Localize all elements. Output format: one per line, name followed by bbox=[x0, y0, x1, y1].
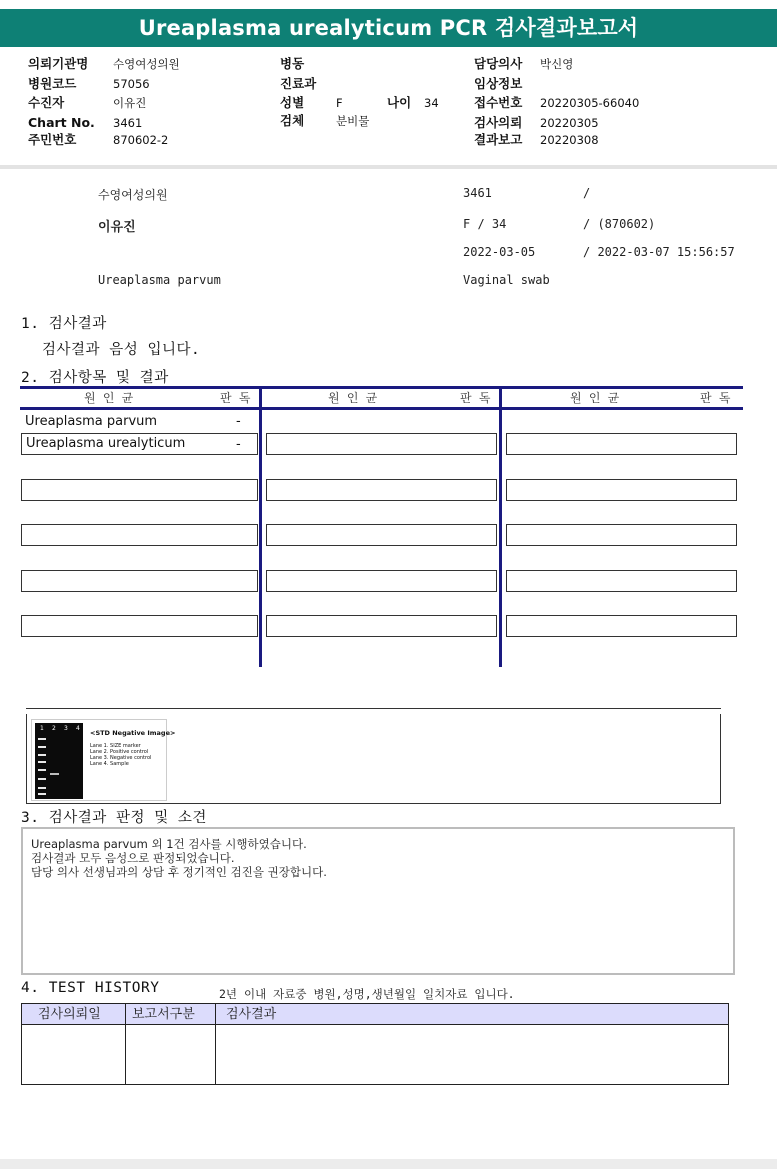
header-value: F bbox=[336, 96, 343, 110]
header-value: 분비물 bbox=[336, 114, 370, 128]
patient-sex-age: F / 34 bbox=[463, 217, 507, 231]
header-value: 이유진 bbox=[113, 96, 147, 110]
patient-slash: / bbox=[583, 186, 591, 200]
patient-clinic: 수영여성의원 bbox=[98, 188, 168, 202]
result-row-empty bbox=[506, 570, 737, 592]
result-row-empty bbox=[266, 479, 497, 501]
report-title: Ureaplasma urealyticum PCR 검사결과보고서 bbox=[0, 9, 777, 47]
gel-legend-item: Lane 2. Positive control bbox=[90, 749, 149, 755]
result-judge: - bbox=[236, 437, 241, 452]
patient-id: / (870602) bbox=[583, 217, 656, 231]
header-label: 검체 bbox=[280, 113, 305, 128]
history-col-header: 보고서구분 bbox=[132, 1007, 195, 1022]
header-label: 주민번호 bbox=[28, 132, 77, 147]
result-row-empty bbox=[21, 479, 258, 501]
history-note: 2년 이내 자료중 병원,성명,생년월일 일치자료 입니다. bbox=[219, 987, 515, 1001]
header-value: 34 bbox=[424, 96, 439, 110]
header-label: 수진자 bbox=[28, 95, 65, 110]
opinion-line: Ureaplasma parvum 외 1건 검사를 시행하였습니다. bbox=[31, 837, 307, 851]
gel-legend-item: Lane 1. SIZE marker bbox=[90, 743, 141, 749]
result-organism: Ureaplasma urealyticum bbox=[26, 436, 186, 451]
opinion-line: 검사결과 모두 음성으로 판정되었습니다. bbox=[31, 851, 235, 865]
gel-legend-item: Lane 4. Sample bbox=[90, 761, 129, 767]
header-label: 담당의사 bbox=[474, 56, 523, 71]
col-header-organism: 원 인 균 bbox=[328, 391, 378, 405]
header-label: 의뢰기관명 bbox=[28, 56, 89, 71]
result-row-empty bbox=[266, 615, 497, 637]
patient-chart: 3461 bbox=[463, 186, 492, 200]
history-header bbox=[22, 1004, 728, 1025]
result-row-empty bbox=[266, 433, 497, 455]
result-summary: 검사결과 음성 입니다. bbox=[42, 342, 201, 358]
patient-name: 이유진 bbox=[98, 220, 136, 235]
gel-electrophoresis-image bbox=[35, 723, 83, 799]
header-label: 성별 bbox=[280, 95, 305, 110]
result-row-empty bbox=[266, 524, 497, 546]
header-value: 20220308 bbox=[540, 133, 599, 147]
header-divider bbox=[0, 165, 777, 169]
image-divider bbox=[26, 708, 721, 709]
result-judge: - bbox=[236, 414, 241, 429]
page-footer-bar bbox=[0, 1159, 777, 1169]
header-value: 20220305 bbox=[540, 116, 599, 130]
received-date: 2022-03-05 bbox=[463, 245, 536, 259]
column-divider bbox=[259, 389, 262, 667]
header-label: 병원코드 bbox=[28, 76, 77, 91]
col-header-judge: 판 독 bbox=[220, 391, 251, 405]
header-label: 검사의뢰 bbox=[474, 115, 523, 130]
gel-legend-item: Lane 3. Negative control bbox=[90, 755, 152, 761]
col-header-organism: 원 인 균 bbox=[84, 391, 134, 405]
section-3-title: 3. 검사결과 판정 및 소견 bbox=[21, 810, 207, 826]
test-item: Ureaplasma parvum bbox=[98, 273, 221, 287]
table-header-rule bbox=[20, 407, 743, 410]
lane-number: 1 bbox=[40, 725, 44, 732]
col-header-judge: 판 독 bbox=[460, 391, 491, 405]
header-value: 870602-2 bbox=[113, 133, 169, 147]
result-row-empty bbox=[506, 479, 737, 501]
section-1-title: 1. 검사결과 bbox=[21, 316, 107, 332]
result-row-empty bbox=[21, 570, 258, 592]
reported-datetime: / 2022-03-07 15:56:57 bbox=[583, 245, 735, 259]
header-label: 접수번호 bbox=[474, 95, 523, 110]
header-value: 3461 bbox=[113, 116, 143, 130]
result-row-empty bbox=[506, 433, 737, 455]
result-row-empty bbox=[506, 524, 737, 546]
result-row-empty bbox=[506, 615, 737, 637]
header-label: 임상정보 bbox=[474, 76, 523, 91]
header-label: 나이 bbox=[387, 95, 412, 110]
lane-number: 4 bbox=[76, 725, 80, 732]
result-row-empty bbox=[21, 615, 258, 637]
section-2-title: 2. 검사항목 및 결과 bbox=[21, 370, 169, 386]
header-label: 결과보고 bbox=[474, 132, 523, 147]
result-row bbox=[21, 433, 258, 455]
column-divider bbox=[499, 389, 502, 667]
header-value: 수영여성의원 bbox=[113, 57, 180, 71]
history-col-header: 검사결과 bbox=[226, 1007, 277, 1022]
header-label: Chart No. bbox=[28, 115, 95, 130]
col-header-organism: 원 인 균 bbox=[570, 391, 620, 405]
header-value: 20220305-66040 bbox=[540, 96, 640, 110]
history-col-header: 검사의뢰일 bbox=[38, 1007, 101, 1022]
history-col-divider bbox=[215, 1004, 216, 1084]
lane-number: 3 bbox=[64, 725, 68, 732]
header-label: 진료과 bbox=[280, 76, 317, 91]
header-value: 57056 bbox=[113, 77, 150, 91]
section-4-title: 4. TEST HISTORY bbox=[21, 980, 160, 996]
history-col-divider bbox=[125, 1004, 126, 1084]
lane-number: 2 bbox=[52, 725, 56, 732]
opinion-line: 담당 의사 선생님과의 상담 후 정기적인 검진을 권장합니다. bbox=[31, 865, 327, 879]
gel-image-title: <STD Negative Image> bbox=[90, 729, 176, 737]
col-header-judge: 판 독 bbox=[700, 391, 731, 405]
result-organism: Ureaplasma parvum bbox=[25, 414, 158, 429]
result-row-empty bbox=[266, 570, 497, 592]
history-table bbox=[21, 1003, 729, 1085]
gel-image bbox=[31, 719, 176, 801]
specimen: Vaginal swab bbox=[463, 273, 550, 287]
header-label: 병동 bbox=[280, 56, 305, 71]
header-value: 박신영 bbox=[540, 57, 574, 71]
result-row-empty bbox=[21, 524, 258, 546]
